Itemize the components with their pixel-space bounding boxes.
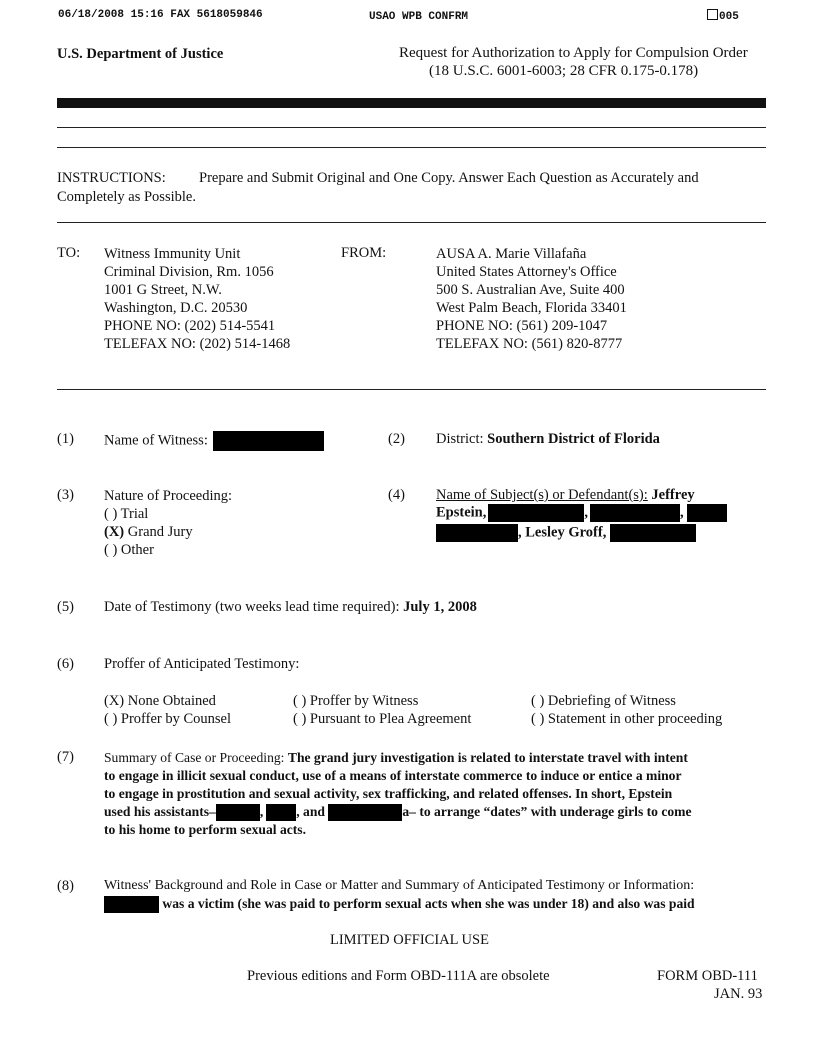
q3-proceeding [104,487,232,559]
fax-datetime: 06/18/2008 15:16 FAX 5618059846 [58,9,263,21]
q2-number: (2) [388,431,405,447]
form-title-line1: Request for Authorization to Apply for Compulsion Order [399,45,748,61]
q4-line1 [436,487,695,504]
q6-option: ( ) Proffer by Counsel [104,711,231,727]
from-label: FROM: [341,245,387,261]
q4-lesley: , Lesley Groff, [518,524,607,541]
fax-page [707,9,739,23]
redaction-block [590,504,680,522]
from-address [436,245,627,353]
q5-number: (5) [57,599,74,615]
rule-4 [57,389,766,390]
q7-line4-b: , [259,804,264,819]
instructions-line1: Prepare and Submit Original and One Copy. Answer Each Question as Accurately and [199,170,699,186]
from-line: PHONE NO: (561) 209-1047 [436,318,608,334]
q7-line4-a: used his assistants– [104,804,216,819]
q8-line2 [104,896,695,913]
q8-text: was a victim (she was paid to perform sexual acts when she was under 18) and also was paid [162,896,695,911]
q2-value: Southern District of Florida [487,431,660,447]
q7-line4-c: , and [296,804,325,819]
q6-label: Proffer of Anticipated Testimony: [104,656,300,672]
to-line: TELEFAX NO: (202) 514-1468 [104,336,291,352]
classification-marking: LIMITED OFFICIAL USE [330,932,489,948]
q4-number: (4) [388,487,405,503]
form-title-line2: (18 U.S.C. 6001-6003; 28 CFR 0.175-0.178) [429,63,699,79]
q2-district [436,431,660,448]
obsolete-notice: Previous editions and Form OBD-111A are obsolete [247,968,550,984]
q4-line2 [436,504,727,522]
q4-separator: , [680,504,684,521]
q3-option-trial: ( ) Trial [104,506,149,522]
thick-rule [57,98,766,108]
rule-1 [57,127,766,128]
redaction-block [266,804,296,821]
redaction-block [488,504,584,522]
redaction-block [328,804,402,821]
q7-line1: The grand jury investigation is related to interstate travel with intent [287,750,688,765]
q2-label: District: [436,431,484,447]
q6-option: ( ) Statement in other proceeding [531,711,723,727]
q6-options-col3 [531,692,722,728]
q8-label: Witness' Background and Role in Case or Matter and Summary of Anticipated Testimony or Information: [104,878,695,893]
q3-option-grand-jury-label: Grand Jury [127,524,193,540]
q6-number: (6) [57,656,74,672]
q7-summary [104,749,692,839]
q1-label: Name of Witness: [104,432,208,449]
department-name: U.S. Department of Justice [57,46,224,62]
q4-name-last: Epstein, [436,504,487,521]
q7-line3: to engage in prostitution and sexual activity, sex trafficking, and related offenses. In short, Epstein [104,786,673,801]
rule-3 [57,222,766,223]
redaction-block [213,431,324,451]
fax-office: USAO WPB CONFRM [369,11,469,23]
form-date: JAN. 93 [714,986,763,1002]
q3-label: Nature of Proceeding: [104,488,233,504]
q6-option: ( ) Pursuant to Plea Agreement [293,711,472,727]
q6-options-col2 [293,692,471,728]
q4-separator: , [584,504,588,521]
form-number: FORM OBD-111 [657,968,758,984]
q4-name-first: Jeffrey [651,487,695,503]
instructions-label: INSTRUCTIONS: [57,170,166,186]
q7-line4 [104,803,692,821]
q1-number: (1) [57,431,74,447]
q7-number: (7) [57,749,74,765]
from-line: West Palm Beach, Florida 33401 [436,300,627,316]
fax-page-icon [707,9,718,20]
q4-line3 [436,524,696,542]
to-line: Washington, D.C. 20530 [104,300,248,316]
q4-label: Name of Subject(s) or Defendant(s): [436,487,648,503]
q7-line5: to his home to perform sexual acts. [104,822,306,838]
from-line: AUSA A. Marie Villafaña [436,246,587,262]
to-line: 1001 G Street, N.W. [104,282,222,298]
q6-options-col1 [104,692,231,728]
instructions-line2: Completely as Possible. [57,189,196,205]
q1-witness-name [104,431,324,451]
q3-number: (3) [57,487,74,503]
rule-2 [57,147,766,148]
to-line: Criminal Division, Rm. 1056 [104,264,274,280]
redaction-block [216,804,260,821]
q3-option-grand-jury-mark: (X) [104,524,125,540]
q8-number: (8) [57,878,74,894]
from-line: TELEFAX NO: (561) 820-8777 [436,336,623,352]
q5-value: July 1, 2008 [403,599,477,615]
q6-option: ( ) Proffer by Witness [293,693,419,709]
fax-page-number: 005 [719,11,739,23]
q5-label: Date of Testimony (two weeks lead time required): [104,599,400,615]
to-line: PHONE NO: (202) 514-5541 [104,318,276,334]
q7-line4-d: a– to arrange “dates” with underage girls to come [402,804,692,819]
q5-testimony-date [104,599,477,616]
redaction-block [436,524,518,542]
redaction-block [687,504,727,522]
redaction-block [610,524,696,542]
q3-option-grand-jury [104,523,232,541]
q6-option: (X) None Obtained [104,693,216,709]
redaction-block [104,896,159,913]
from-line: 500 S. Australian Ave, Suite 400 [436,282,625,298]
q3-option-other: ( ) Other [104,542,154,558]
to-address [104,245,290,353]
from-line: United States Attorney's Office [436,264,617,280]
q7-line2: to engage in illicit sexual conduct, use of a means of interstate commerce to induce or entice a minor [104,768,682,783]
q7-label: Summary of Case or Proceeding: [104,750,285,765]
to-label: TO: [57,245,81,261]
q6-option: ( ) Debriefing of Witness [531,693,676,709]
to-line: Witness Immunity Unit [104,246,241,262]
